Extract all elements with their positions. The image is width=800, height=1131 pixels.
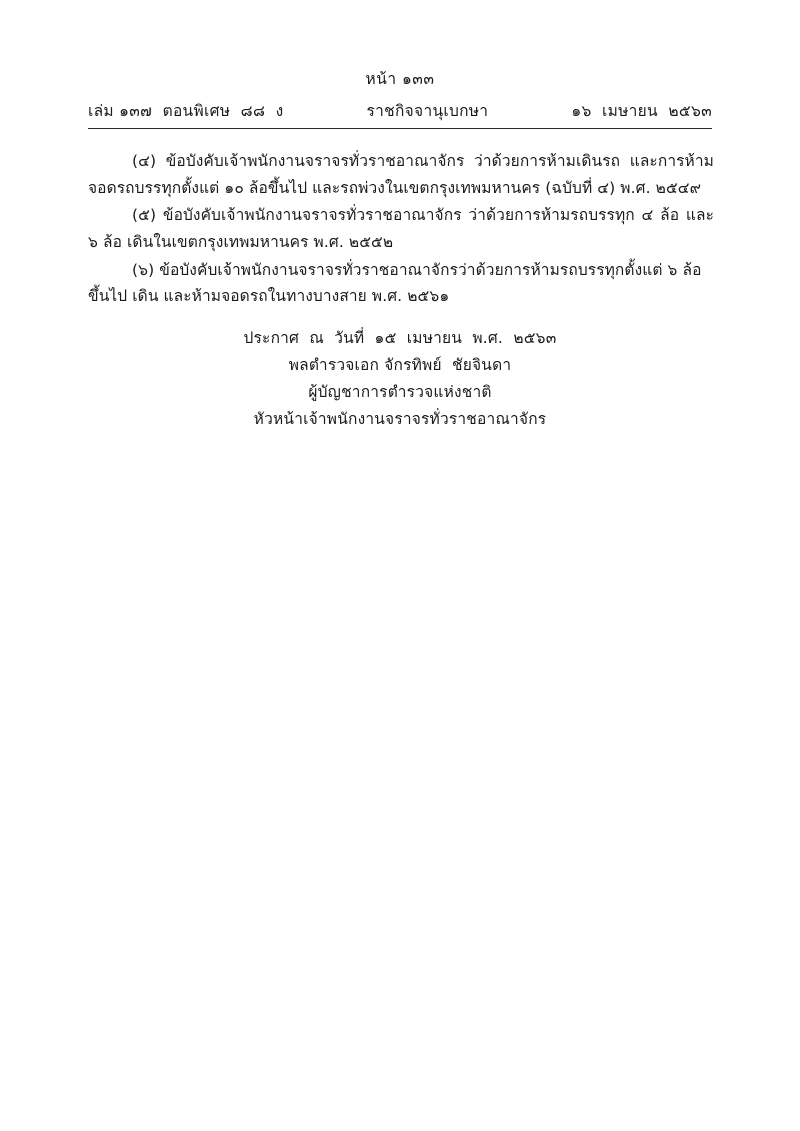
- announcement-date: ประกาศ ณ วันที่ ๑๕ เมษายน พ.ศ. ๒๕๖๓: [243, 329, 557, 347]
- volume-issue-text: เล่ม ๑๓๗ ตอนพิเศษ ๘๘ ง: [88, 102, 284, 120]
- signatory-title-primary: ผู้บัญชาการตำรวจแห่งชาติ: [308, 383, 492, 402]
- signatory-name: พลตำรวจเอก จักรทิพย์ ชัยจินดา: [288, 356, 512, 375]
- header-divider: [88, 128, 712, 129]
- document-body: [88, 148, 714, 311]
- clause-item: (๔) ข้อบังคับเจ้าพนักงานจราจรทั่วราชอาณาจักร ว่าด้วยการห้ามเดินรถ และการห้ามจอดรถบรรทุกตั้งแต่ ๑๐ ล้อขึ้นไป และรถพ่วงในเขตกรุงเทพมหานคร (ฉบับที่ ๔) พ.ศ. ๒๕๔๙: [88, 152, 714, 197]
- publication-date: ๑๖ เมษายน ๒๕๖๓: [571, 102, 712, 120]
- clause-item: (๖) ข้อบังคับเจ้าพนักงานจราจรทั่วราชอาณาจักรว่าด้วยการห้ามรถบรรทุกตั้งแต่ ๖ ล้อขึ้นไป เดิน และห้ามจอดรถในทางบางสาย พ.ศ. ๒๕๖๑: [88, 260, 702, 306]
- gazette-name: ราชกิจจานุเบกษา: [366, 102, 489, 120]
- signatory-title-secondary: หัวหน้าเจ้าพนักงานจราจรทั่วราชอาณาจักร: [253, 410, 547, 429]
- gazette-header-row: [88, 98, 712, 123]
- clause-item: (๕) ข้อบังคับเจ้าพนักงานจราจรทั่วราชอาณาจักร ว่าด้วยการห้ามรถบรรทุก ๔ ล้อ และ ๖ ล้อ เดินในเขตกรุงเทพมหานคร พ.ศ. ๒๕๕๒: [88, 206, 714, 251]
- signature-block: [0, 325, 800, 434]
- page-number-label: หน้า ๑๓๓: [365, 70, 435, 88]
- masthead: [0, 68, 800, 91]
